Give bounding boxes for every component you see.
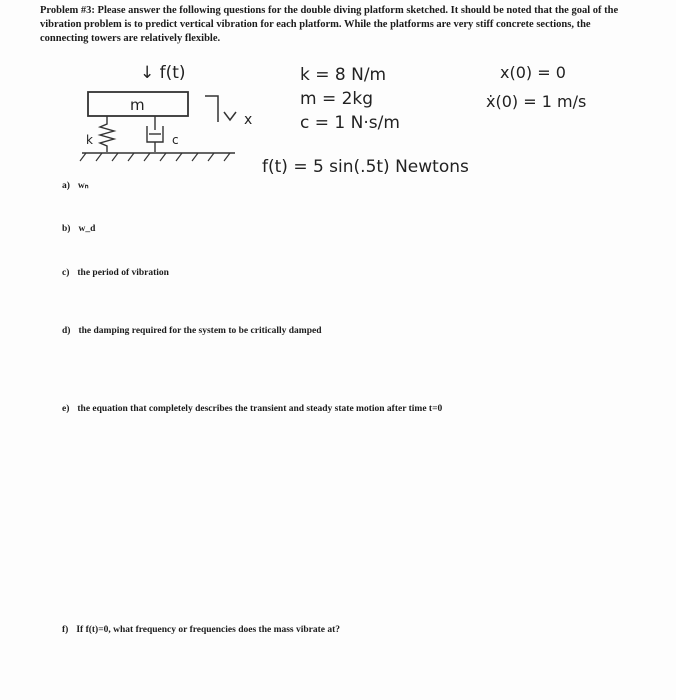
problem-intro: Problem #3: Please answer the following questions for the double diving platform sketched. It should be noted that the goal of the vibration problem is to predict vertical vibration for each platform. While the platforms are very stiff concrete sections, the connecting towers are relatively flexible. <box>40 5 619 44</box>
question-text: the damping required for the system to be critically damped <box>78 326 322 336</box>
damper-label: c <box>172 133 179 147</box>
param-forcing: f(t) = 5 sin(.5t) Newtons <box>262 157 469 177</box>
mass-label: m <box>130 96 145 114</box>
question-d <box>62 326 321 336</box>
spring-icon <box>100 116 114 152</box>
param-k: k = 8 N/m <box>300 65 387 85</box>
ground-hatch <box>80 153 230 161</box>
question-c <box>62 268 169 278</box>
spring-label: k <box>86 133 93 147</box>
question-label: e) <box>62 404 70 414</box>
displacement-arrow-icon <box>224 112 236 120</box>
question-b <box>62 224 95 234</box>
question-e <box>62 404 442 414</box>
question-f <box>62 625 340 635</box>
question-label: b) <box>62 224 71 234</box>
question-label: c) <box>62 268 70 278</box>
question-label: d) <box>62 326 71 336</box>
force-label: ↓ f(t) <box>140 63 186 83</box>
param-x0: x(0) = 0 <box>500 63 566 82</box>
question-text: If f(t)=0, what frequency or frequencies does the mass vibrate at? <box>76 625 341 635</box>
question-label: f) <box>62 625 69 635</box>
param-m: m = 2kg <box>300 89 374 109</box>
question-text: wₙ <box>77 181 89 191</box>
question-text: w_d <box>78 224 96 234</box>
question-label: a) <box>62 181 70 191</box>
question-text: the period of vibration <box>77 268 169 278</box>
param-v0: ẋ(0) = 1 m/s <box>486 92 587 111</box>
question-a <box>62 180 89 191</box>
param-c: c = 1 N·s/m <box>300 113 400 133</box>
question-text: the equation that completely describes the transient and steady state motion after time t=0 <box>77 404 443 414</box>
displacement-bracket <box>205 96 218 122</box>
displacement-label: x <box>244 112 253 128</box>
